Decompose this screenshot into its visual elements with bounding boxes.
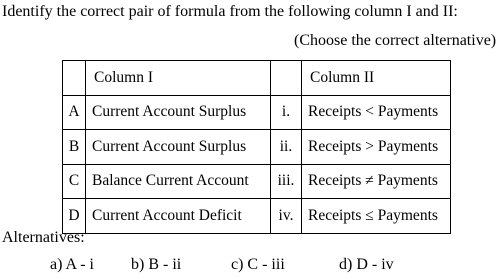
question-text: Identify the correct pair of formula from the following column I and II: bbox=[2, 3, 458, 20]
alternative-option-a[interactable]: a) A - i bbox=[50, 256, 94, 273]
table-row bbox=[63, 164, 451, 199]
header-column-i: Column I bbox=[86, 61, 271, 96]
header-column-ii: Column II bbox=[302, 61, 451, 96]
instruction-text: (Choose the correct alternative) bbox=[294, 32, 497, 49]
row-roman: ii. bbox=[271, 130, 302, 165]
table-row bbox=[63, 130, 451, 165]
row-formula: Receipts ≤ Payments bbox=[302, 199, 451, 234]
alternatives-list bbox=[0, 256, 501, 278]
row-roman: iii. bbox=[271, 164, 302, 199]
alternative-option-d[interactable]: d) D - iv bbox=[339, 256, 394, 273]
row-roman: i. bbox=[271, 95, 302, 130]
row-formula: Receipts < Payments bbox=[302, 95, 451, 130]
header-cell-blank bbox=[271, 61, 302, 96]
alternatives-label: Alternatives: bbox=[2, 229, 85, 246]
row-roman: iv. bbox=[271, 199, 302, 234]
row-letter: B bbox=[63, 130, 86, 165]
row-formula: Receipts > Payments bbox=[302, 130, 451, 165]
alternative-option-c[interactable]: c) C - iii bbox=[231, 256, 285, 273]
header-cell-blank bbox=[63, 61, 86, 96]
table-row bbox=[63, 199, 451, 234]
row-letter: C bbox=[63, 164, 86, 199]
row-item: Balance Current Account bbox=[86, 164, 271, 199]
row-letter: A bbox=[63, 95, 86, 130]
row-item: Current Account Surplus bbox=[86, 130, 271, 165]
match-table bbox=[62, 60, 451, 234]
row-item: Current Account Deficit bbox=[86, 199, 271, 234]
row-letter: D bbox=[63, 199, 86, 234]
row-item: Current Account Surplus bbox=[86, 95, 271, 130]
table-header-row bbox=[63, 61, 451, 96]
table-row bbox=[63, 95, 451, 130]
alternative-option-b[interactable]: b) B - ii bbox=[131, 256, 182, 273]
row-formula: Receipts ≠ Payments bbox=[302, 164, 451, 199]
